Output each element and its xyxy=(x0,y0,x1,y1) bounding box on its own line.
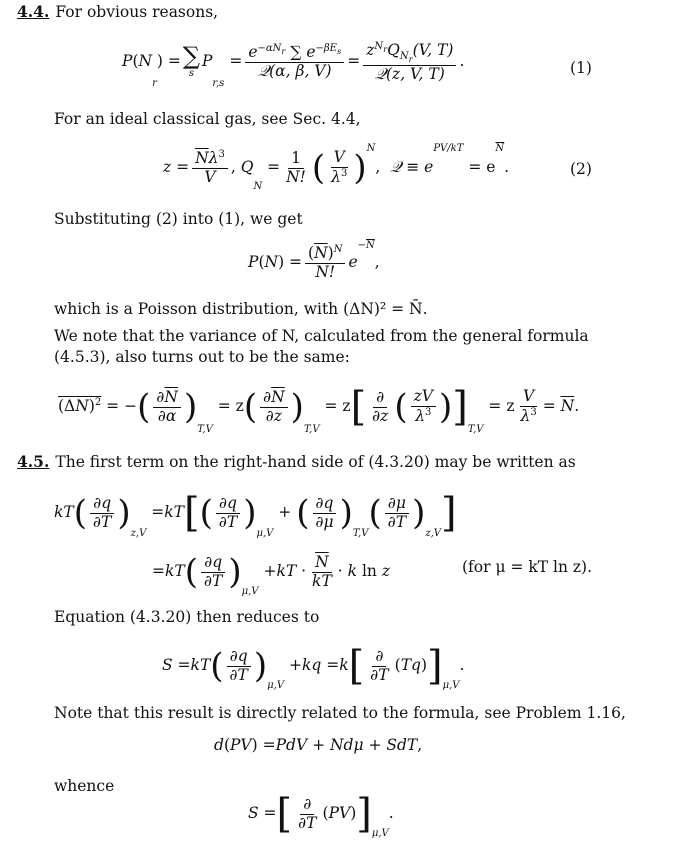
fraction: $\frac{\partial}{\partial T}$ xyxy=(370,646,389,684)
fraction: $\frac{\partial q}{\partial T}$ xyxy=(90,495,114,532)
equation-variance: $(\Delta N)^2$ = − ( $\frac{\partial\overline{N}}{\partial\alpha}$ ) T,V = z ( $\frac{\partial\overline{N}}{\partial z}$ ) T,V = z [ $\frac{\partial}{\partial z}$ ( $\frac{zV}{\lambda^3}$ ) ] T,V = z $\frac{V}{\lambda^3}$ = $\overline{N}$. xyxy=(58,384,580,435)
equation-2: z = $\frac{\overline{N}\lambda^3}{V}$ , Q N = $\frac{1}{N!}$ ( $\frac{V}{\lambda^3}$ ) N , 𝒬 ≡ e PV/kT = e $\overline{N}$ . xyxy=(163,143,510,192)
fraction: $\frac{e^{-\alpha N_r} \sum e^{-\beta E_s}}{\text{𝒬(α, β, V)}}$ xyxy=(245,43,344,81)
fraction: $\frac{\partial\mu}{\partial T}$ xyxy=(385,495,409,532)
problem-number: 4.5. xyxy=(17,452,50,471)
text-substituting: Substituting (2) into (1), we get xyxy=(54,210,303,228)
fraction: $\frac{\partial q}{\partial T}$ xyxy=(201,554,225,591)
text-variance-line1: We note that the variance of N, calculated from the general formula xyxy=(54,327,589,345)
fraction: $\frac{z^{N_r}Q_{N_r}(V, T)}{\text{𝒬(z, V, T)}}$ xyxy=(363,41,456,84)
fraction: $\frac{1}{N!}$ xyxy=(286,148,306,186)
problem-4-5-header xyxy=(17,452,576,472)
equation-1: P ( N r ) = ∑ s P r,s = $\frac{e^{-\alpha N_r} \sum e^{-\beta E_s}}{\text{𝒬(α, β, V)}}$ = $\frac{z^{N_r}Q_{N_r}(V, T)}{\text{𝒬(z, V, T)}}$ . xyxy=(122,40,465,89)
fraction: $\frac{V}{\lambda^3}$ xyxy=(520,387,537,426)
equation-dPV: d ( PV ) = PdV + Ndμ + SdT , xyxy=(214,736,423,755)
equation-poisson: P ( N ) = $\frac{(\overline{N})^N}{N!}$ e $-\overline{N}$ , xyxy=(248,240,380,282)
equation-number-1: (1) xyxy=(570,59,592,77)
problem-4-4-header xyxy=(17,2,218,22)
text-whence: whence xyxy=(54,777,115,795)
fraction: $\frac{(\overline{N})^N}{N!}$ xyxy=(305,244,345,282)
fraction: $\frac{V}{\lambda^3}$ xyxy=(331,148,348,187)
text-ideal-gas: For an ideal classical gas, see Sec. 4.4, xyxy=(54,110,361,128)
fraction: $\frac{\overline{N}}{kT}$ xyxy=(312,552,332,590)
fraction: $\frac{\partial\overline{N}}{\partial\alpha}$ xyxy=(153,389,181,426)
equation-number-2: (2) xyxy=(570,160,592,178)
fraction: $\frac{\partial q}{\partial\mu}$ xyxy=(312,495,336,532)
text-note: Note that this result is directly related to the formula, see Problem 1.16, xyxy=(54,704,626,722)
equation-entropy: S = kT ( $\frac{\partial q}{\partial T}$ ) μ,V + kq = k [ $\frac{\partial}{\partial T}$ ( Tq ) ] μ,V . xyxy=(162,643,465,691)
fraction: $\frac{\partial\overline{N}}{\partial z}$ xyxy=(260,389,288,426)
fraction: $\frac{\partial}{\partial T}$ xyxy=(298,794,317,832)
fraction: $\frac{\partial}{\partial z}$ xyxy=(372,387,389,425)
sum-symbol: ∑ s xyxy=(182,41,200,79)
problem-number: 4.4. xyxy=(17,2,50,21)
fraction: $\frac{zV}{\lambda^3}$ xyxy=(411,388,436,426)
text-reduces: Equation (4.3.20) then reduces to xyxy=(54,608,320,626)
fraction: $\frac{\partial q}{\partial T}$ xyxy=(216,495,240,532)
equation-expansion-line2: = kT ( $\frac{\partial q}{\partial T}$ ) μ,V + kT · $\frac{\overline{N}}{kT}$ · k ln z xyxy=(152,552,391,597)
equation-expansion-line1: kT ( $\frac{\partial q}{\partial T}$ ) z,V = kT [ ( $\frac{\partial q}{\partial T}$ ) μ,V + ( $\frac{\partial q}{\partial\mu}$ ) T,V ( $\frac{\partial\mu}{\partial T}$ ) z,V ] xyxy=(54,490,457,539)
problem-intro: For obvious reasons, xyxy=(55,3,219,21)
text-poisson: which is a Poisson distribution, with (ΔN)² = N̄. xyxy=(54,300,428,318)
equation-final: S = [ $\frac{\partial}{\partial T}$ ( PV ) ] μ,V . xyxy=(248,791,394,839)
problem-intro: The first term on the right-hand side of (4.3.20) may be written as xyxy=(55,453,576,471)
text-variance-line2: (4.5.3), also turns out to be the same: xyxy=(54,348,350,366)
condition-mu: (for μ = kT ln z). xyxy=(462,558,593,576)
fraction: $\frac{\partial q}{\partial T}$ xyxy=(227,648,251,685)
fraction: $\frac{\overline{N}\lambda^3}{V}$ xyxy=(192,149,228,187)
